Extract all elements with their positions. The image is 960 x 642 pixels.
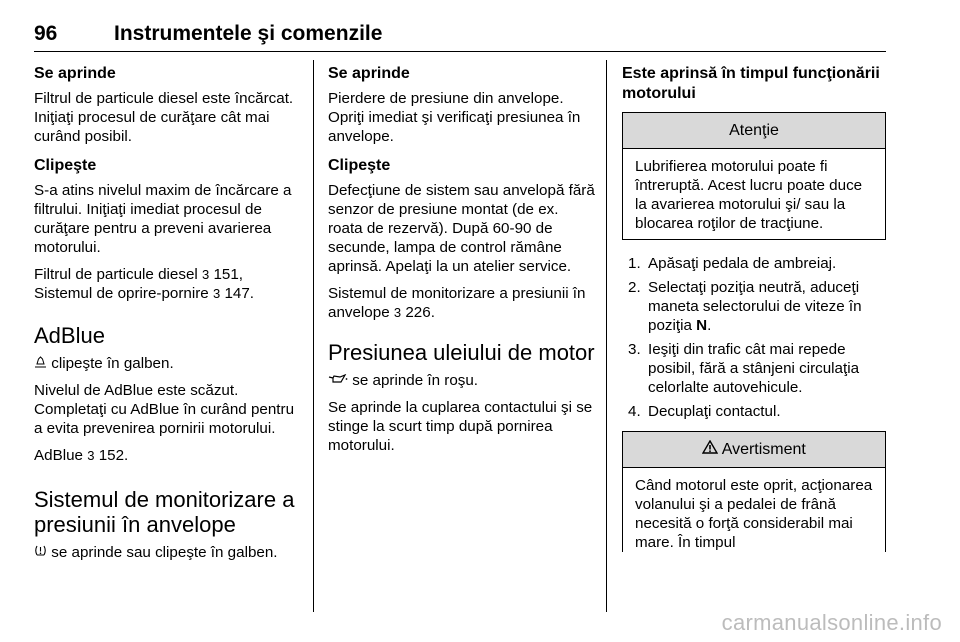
- heading-clipeste: Clipeşte: [328, 157, 391, 174]
- cross-reference-adblue: AdBlue 3 152.: [34, 447, 129, 464]
- ref-page-oprire[interactable]: 147.: [224, 285, 254, 302]
- heading-adblue: AdBlue: [34, 323, 105, 348]
- atentie-title: Atenţie: [623, 113, 885, 149]
- heading-clipeste: Clipeşte: [34, 157, 97, 174]
- column-2: [328, 64, 596, 463]
- page-title: Instrumentele şi comenzile: [114, 22, 383, 45]
- cross-references: [34, 265, 300, 303]
- ref-text-oprire: Sistemul de oprire-pornire: [34, 285, 209, 302]
- page-ref-arrow-icon: 3: [393, 305, 402, 320]
- tire-pressure-icon: [34, 544, 51, 561]
- ref-text-filtru: Filtrul de particule diesel: [34, 266, 198, 283]
- paragraph-adblue-nivel: Nivelul de AdBlue este scăzut. Completaţi cu AdBlue în curând pentru a evita prevenirea pornirii motorului.: [34, 382, 295, 437]
- column-divider-1: [313, 60, 314, 612]
- page-ref-arrow-icon: 3: [87, 448, 95, 463]
- column-divider-2: [606, 60, 607, 612]
- steps-list: [622, 254, 886, 421]
- heading-se-aprinde: Se aprinde: [34, 65, 116, 82]
- avertisment-body: Când motorul este oprit, acţionarea volanului şi a pedalei de frână necesită o forţă considerabil mai mare. În timpul: [635, 477, 873, 551]
- paragraph-adblue-clipeste: clipeşte în galben.: [34, 354, 300, 373]
- avertisment-title: Avertisment: [623, 432, 885, 468]
- list-item: 3. Ieşiţi din trafic cât mai repede posibil, fără a stânjeni circulaţia celorlalte autovehicule.: [628, 341, 860, 396]
- watermark: carmanualsonline.info: [721, 610, 942, 635]
- adblue-warning-icon: [34, 355, 51, 372]
- header-rule: [34, 51, 886, 52]
- heading-tpms: Sistemul de monitorizare a presiunii în anvelope: [34, 487, 295, 537]
- warning-triangle-icon: [702, 441, 722, 458]
- list-item: 4. Decuplaţi contactul.: [628, 403, 781, 420]
- page-ref-arrow-icon: 3: [212, 286, 221, 301]
- paragraph-ulei-cuplare: Se aprinde la cuplarea contactului şi se stinge la scurt timp după pornirea motorului.: [328, 399, 593, 454]
- list-item: 1. Apăsaţi pedala de ambreiaj.: [628, 255, 837, 272]
- atentie-body: Lubrifierea motorului poate fi întreruptă. Acest lucru poate duce la avarierea motorului şi/ sau la blocarea roţilor de tracţiune.: [635, 158, 863, 232]
- oil-can-icon: [328, 372, 352, 389]
- column-3: [622, 64, 886, 552]
- list-item: 2. Selectaţi poziţia neutră, aduceţi maneta selectorului de viteze în poziţia N.: [628, 279, 862, 334]
- ref-page-adblue[interactable]: 152.: [98, 447, 129, 464]
- page-number: 96: [34, 22, 58, 45]
- paragraph-ulei-rosu: se aprinde în roşu.: [328, 371, 596, 390]
- avertisment-box: [622, 431, 886, 552]
- paragraph-pierdere: Pierdere de presiune din anvelope. Opriţi imediat şi verificaţi presiunea în anvelope.: [328, 90, 581, 145]
- page-ref-arrow-icon: 3: [202, 267, 210, 282]
- column-1: [34, 64, 300, 570]
- page-header: [34, 22, 886, 50]
- ref-page-tpms[interactable]: 226.: [405, 304, 435, 321]
- heading-functionare: Este aprinsă în timpul funcţionării motorului: [622, 65, 880, 102]
- atentie-box: [622, 112, 886, 240]
- paragraph-tpms: se aprinde sau clipeşte în galben.: [34, 543, 300, 562]
- paragraph-defectiune: Defecţiune de sistem sau anvelopă fără senzor de presiune montat (de ex. roata de rezervă). După 60-90 de secunde, lampa de control rămâne aprinsă. Apelaţi la un atelier service.: [328, 182, 595, 275]
- ref-page-filtru[interactable]: 151,: [213, 266, 244, 283]
- heading-presiunea-uleiului: Presiunea uleiului de motor: [328, 340, 595, 365]
- paragraph-nivel-max: S-a atins nivelul maxim de încărcare a filtrului. Iniţiaţi imediat procesul de curăţare pentru a preveni avarierea motorului.: [34, 182, 292, 256]
- heading-se-aprinde: Se aprinde: [328, 65, 410, 82]
- cross-reference-tpms: Sistemul de monitorizare a presiunii în anvelope 3 226.: [328, 285, 586, 321]
- paragraph-filtru: Filtrul de particule diesel este încărcat. Iniţiaţi procesul de curăţare cât mai curând posibil.: [34, 90, 294, 145]
